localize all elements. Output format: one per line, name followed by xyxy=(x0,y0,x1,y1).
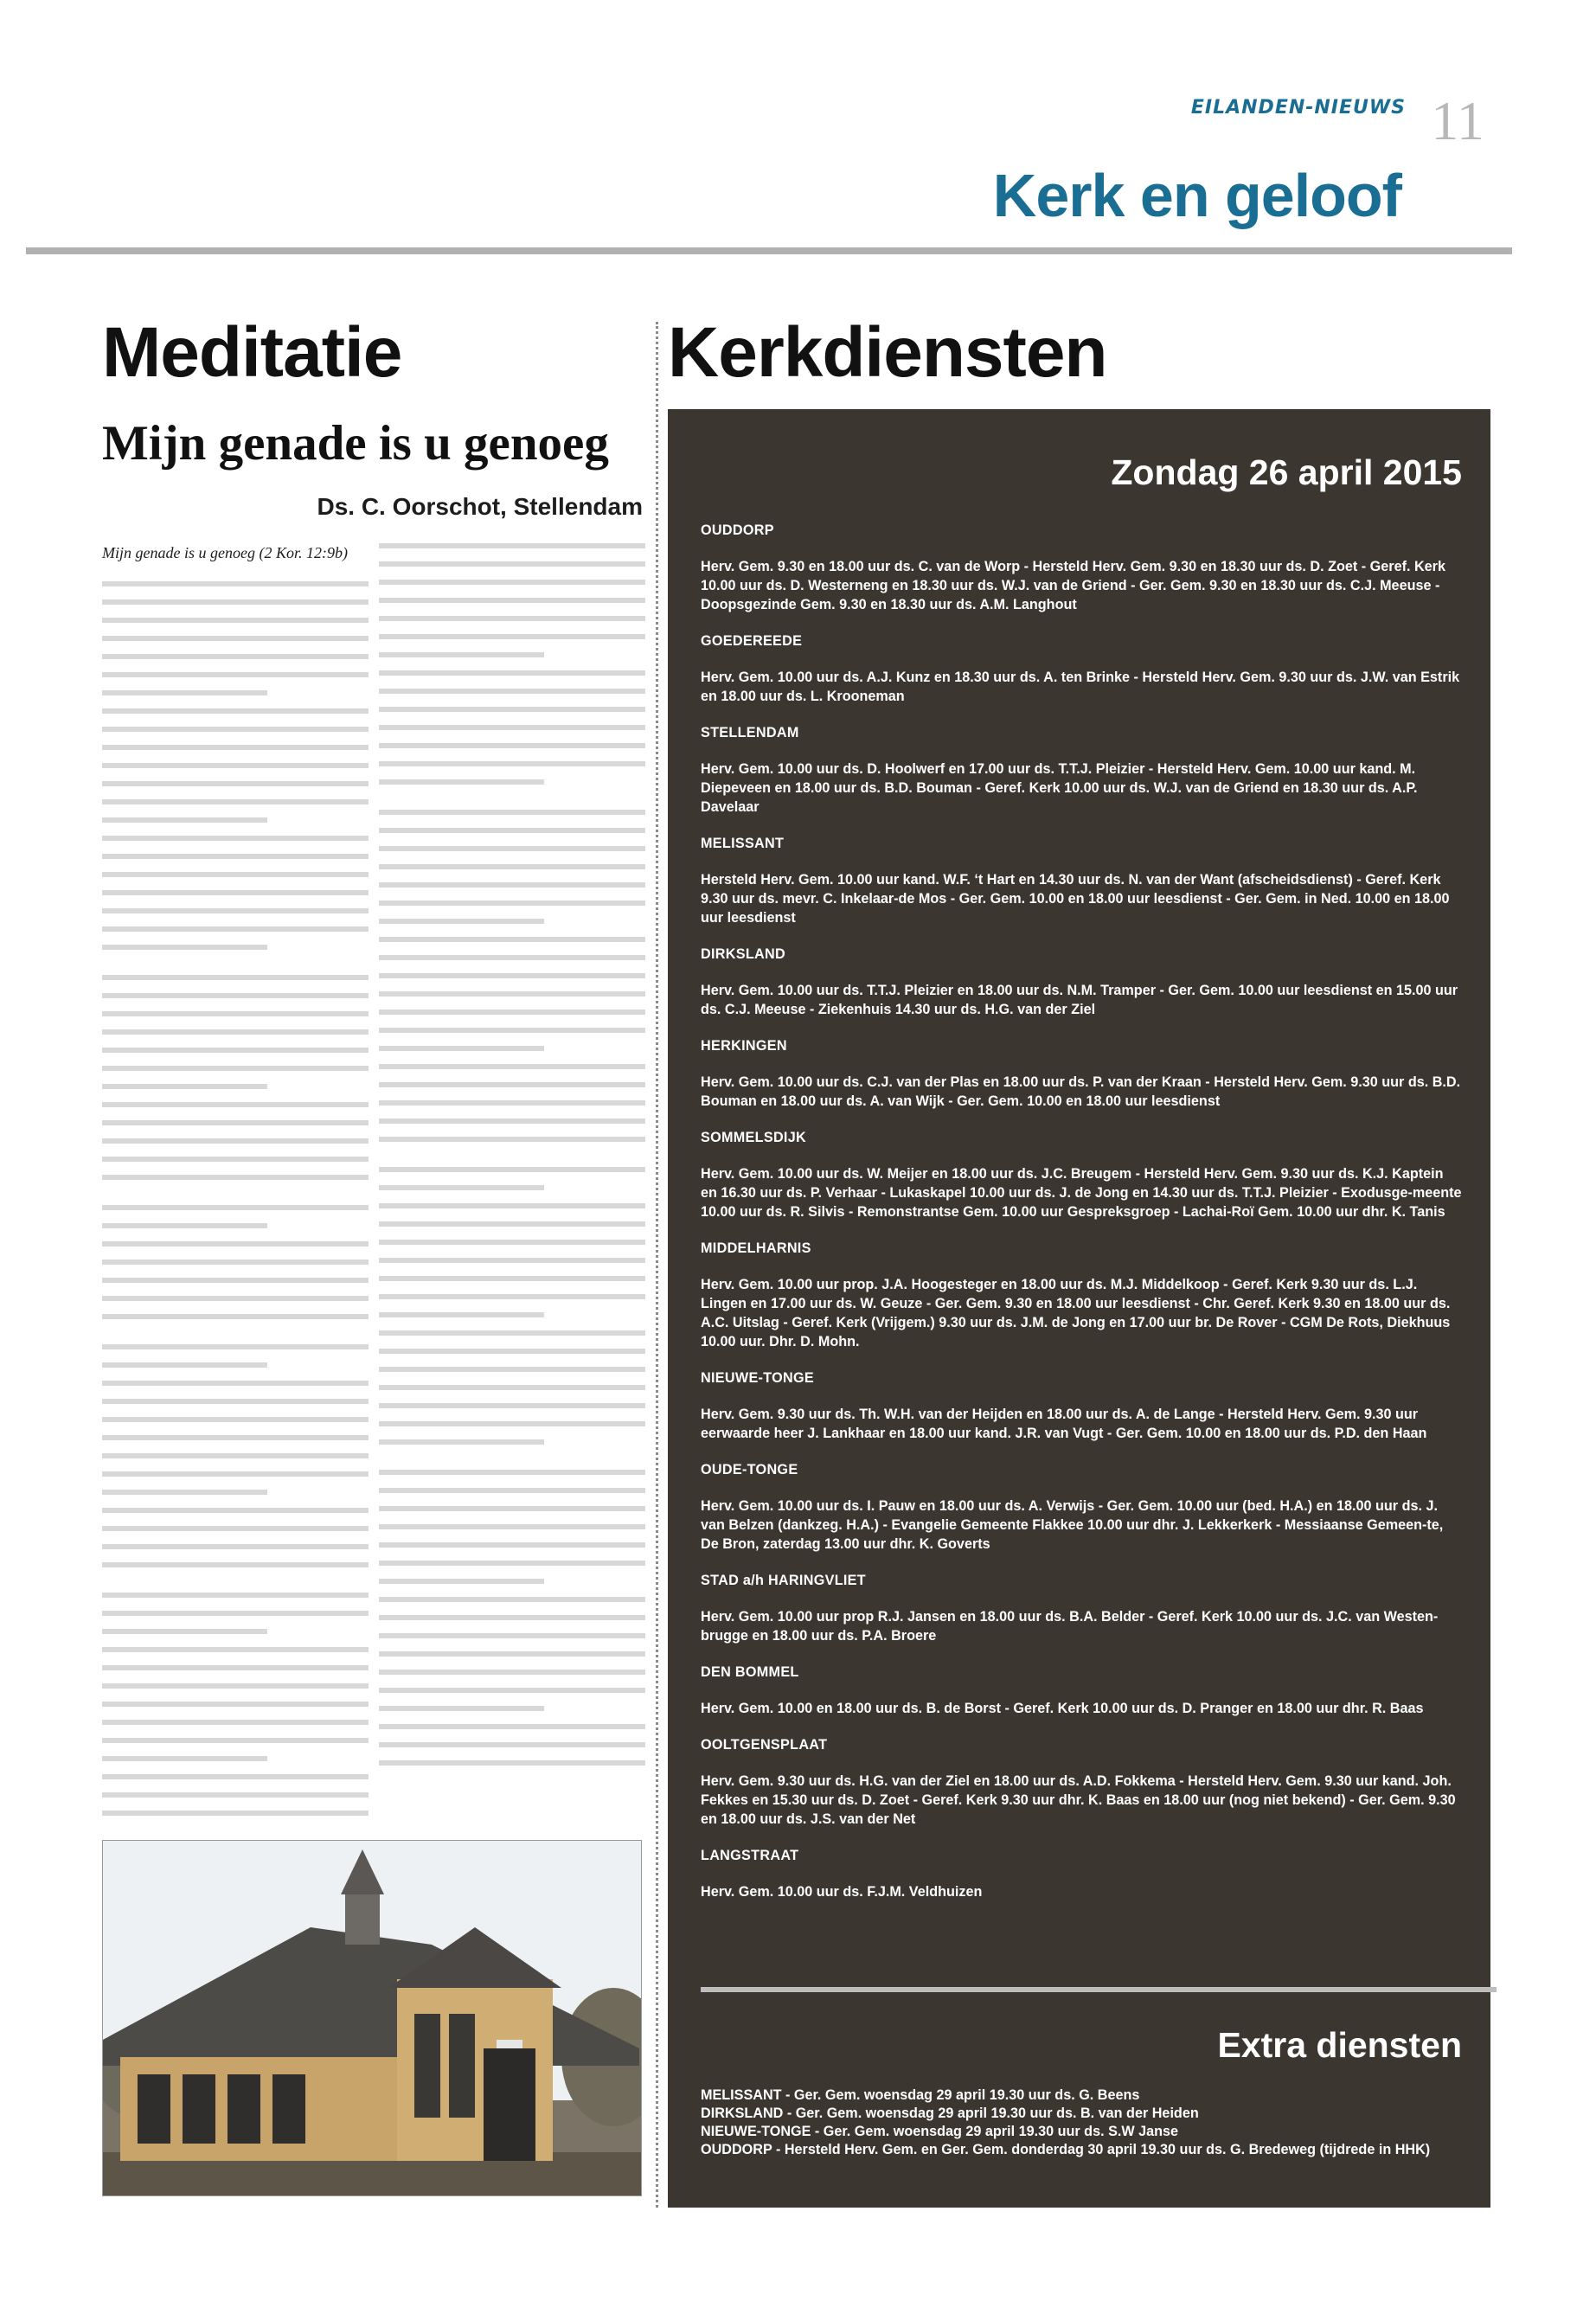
town-services: Herv. Gem. 10.00 uur ds. I. Pauw en 18.00 uur ds. A. Verwijs - Ger. Gem. 10.00 uur (bed. H.A.) en 18.00 uur ds. J. van Belzen (dankzeg. H.A.) - Evangelie Gemeente Flakkee 10.00 uur dhr. J. Lekkerkerk - Messiaanse Gemeen-te, De Bron, zaterdag 13.00 uur dhr. K. Goverts xyxy=(701,1498,1444,1552)
meditation-heading: Meditatie xyxy=(102,313,402,392)
paragraph-gap xyxy=(102,1332,369,1344)
town-name: HERKINGEN xyxy=(701,1038,787,1054)
text-line xyxy=(379,1651,645,1657)
text-line xyxy=(102,1399,369,1404)
text-line xyxy=(102,727,369,732)
text-line xyxy=(102,781,369,786)
town-name: DEN BOMMEL xyxy=(701,1664,799,1680)
text-line xyxy=(379,670,645,676)
text-line xyxy=(379,634,645,639)
text-line xyxy=(102,672,369,677)
town-name: NIEUWE-TONGE xyxy=(701,1370,815,1386)
extra-service-item: NIEUWE-TONGE - Ger. Gem. woensdag 29 april 19.30 uur ds. S.W Janse xyxy=(701,2124,1179,2139)
text-line xyxy=(379,743,645,748)
town-name: OUDE-TONGE xyxy=(701,1462,798,1477)
text-line xyxy=(102,1508,369,1513)
text-line xyxy=(379,955,645,960)
text-line xyxy=(102,1048,369,1053)
town-services: Herv. Gem. 10.00 en 18.00 uur ds. B. de Borst - Geref. Kerk 10.00 uur ds. D. Pranger en 18.00 uur dhr. R. Baas xyxy=(701,1701,1424,1716)
text-line xyxy=(379,1028,645,1033)
text-line xyxy=(379,1240,645,1245)
services-list xyxy=(701,521,1462,1919)
text-line xyxy=(102,1278,369,1283)
town-services: Herv. Gem. 10.00 uur ds. C.J. van der Plas en 18.00 uur ds. P. van der Kraan - Hersteld Herv. Gem. 9.30 uur ds. B.D. Bouman en 18.00 uur ds. A. van Wijk - Ger. Gem. 10.00 en 18.00 uur leesdienst xyxy=(701,1074,1461,1109)
text-line xyxy=(379,919,544,924)
town-services: Herv. Gem. 10.00 uur prop. J.A. Hoogesteger en 18.00 uur ds. M.J. Middelkoop - Geref. Kerk 9.30 uur ds. L.J. Lingen en 17.00 uur ds. W. Geuze - Ger. Gem. 9.30 en 18.00 uur leesdienst - Chr. Geref. Kerk 9.30 en 18.00 uur ds. A.C. Uitslag - Geref. Kerk (Vrijgem.) 9.30 uur ds. J.M. de Jong en 17.00 uur br. De Rover - CGM De Rots, Diekhuus 10.00 uur. Dhr. D. Mohn. xyxy=(701,1277,1451,1349)
text-line xyxy=(379,1137,645,1142)
text-line xyxy=(102,1490,267,1495)
text-line xyxy=(379,1561,645,1566)
text-line xyxy=(379,1597,645,1602)
town-block xyxy=(701,1128,1462,1221)
town-block xyxy=(701,521,1462,614)
text-line xyxy=(102,1223,267,1228)
text-line xyxy=(379,1009,645,1015)
text-line xyxy=(102,1435,369,1440)
paragraph-gap xyxy=(379,1458,645,1470)
meditation-lead: Mijn genade is u genoeg (2 Kor. 12:9b) xyxy=(102,544,348,561)
town-services: Herv. Gem. 10.00 uur prop R.J. Jansen en 18.00 uur ds. B.A. Belder - Geref. Kerk 10.00 uur ds. J.C. van Westen-brugge en 18.00 uur ds. P.A. Broere xyxy=(701,1609,1439,1644)
text-line xyxy=(102,1544,369,1549)
text-line xyxy=(379,616,645,621)
text-line xyxy=(102,799,369,804)
meditation-author: Ds. C. Oorschot, Stellendam xyxy=(317,493,643,520)
text-line xyxy=(102,1665,369,1670)
text-line xyxy=(379,1167,645,1172)
text-line xyxy=(102,1138,369,1144)
text-line xyxy=(379,1579,544,1584)
text-line xyxy=(379,1367,645,1372)
town-block xyxy=(701,1239,1462,1351)
text-line xyxy=(102,1344,369,1349)
text-line xyxy=(102,1756,267,1761)
paragraph-gap xyxy=(379,798,645,810)
town-block xyxy=(701,1460,1462,1554)
text-line xyxy=(379,1724,645,1729)
text-line xyxy=(379,1330,645,1336)
text-line xyxy=(102,1526,369,1531)
text-line xyxy=(102,1792,369,1798)
text-line xyxy=(102,1381,369,1386)
text-line xyxy=(379,1403,645,1408)
text-line xyxy=(102,1259,369,1265)
text-line xyxy=(379,828,645,833)
town-name: MIDDELHARNIS xyxy=(701,1240,811,1256)
text-line xyxy=(379,1221,645,1227)
text-line xyxy=(379,1276,645,1281)
text-line xyxy=(379,1185,544,1190)
text-line xyxy=(379,1742,645,1747)
paragraph-gap xyxy=(102,963,369,975)
text-line xyxy=(379,973,645,978)
town-services: Hersteld Herv. Gem. 10.00 uur kand. W.F. ‘t Hart en 14.30 uur ds. N. van der Want (afscheidsdienst) - Geref. Kerk 9.30 uur ds. mevr. C. Inkelaar-de Mos - Ger. Gem. 10.00 en 18.00 uur leesdienst - Ger. Gem. in Ned. 10.00 en 18.00 uur leesdienst xyxy=(701,872,1450,926)
text-line xyxy=(102,654,369,659)
text-line xyxy=(379,689,645,694)
text-line xyxy=(102,1720,369,1725)
text-line xyxy=(379,779,544,785)
extra-service-item: DIRKSLAND - Ger. Gem. woensdag 29 april 19.30 uur ds. B. van der Heiden xyxy=(701,2106,1199,2121)
town-block xyxy=(701,723,1462,817)
text-line xyxy=(379,991,645,997)
text-line xyxy=(379,1118,645,1124)
text-line xyxy=(102,763,369,768)
text-line xyxy=(379,1524,645,1529)
town-services: Herv. Gem. 10.00 uur ds. A.J. Kunz en 18.30 uur ds. A. ten Brinke - Hersteld Herv. Gem. 9.30 uur ds. J.W. van Estrik en 18.00 uur ds. L. Krooneman xyxy=(701,670,1460,704)
text-line xyxy=(102,1084,267,1089)
text-line xyxy=(102,1241,369,1247)
town-block xyxy=(701,1735,1462,1829)
extra-services-heading: Extra diensten xyxy=(1217,2025,1462,2065)
text-line xyxy=(102,1774,369,1779)
text-line xyxy=(379,598,645,603)
town-services: Herv. Gem. 9.30 uur ds. H.G. van der Ziel en 18.00 uur ds. A.D. Fokkema - Hersteld Herv. Gem. 9.30 uur kand. Joh. Fekkes en 15.30 uur ds. D. Zoet - Geref. Kerk 9.30 uur dhr. K. Baas en 18.00 uur (nog niet bekend) - Ger. Gem. 9.30 en 18.00 uur ds. J.S. van der Net xyxy=(701,1773,1456,1827)
text-line xyxy=(102,1296,369,1301)
text-line xyxy=(102,1066,369,1071)
text-line xyxy=(102,993,369,998)
text-line xyxy=(102,926,369,932)
text-line xyxy=(379,1258,645,1263)
text-line xyxy=(379,1203,645,1208)
town-name: STELLENDAM xyxy=(701,725,799,740)
town-services: Herv. Gem. 9.30 uur ds. Th. W.H. van der Heijden en 18.00 uur ds. A. de Lange - Hersteld Herv. Gem. 9.30 uur eerwaarde heer J. Lankhaar en 18.00 uur kand. J.R. van Vugt - Ger. Gem. 10.00 en 18.00 uur ds. P.D. den Haan xyxy=(701,1407,1427,1441)
text-line xyxy=(379,864,645,869)
text-line xyxy=(379,1349,645,1354)
text-line xyxy=(379,561,645,567)
text-line xyxy=(379,1064,645,1069)
town-services: Herv. Gem. 10.00 uur ds. T.T.J. Pleizier en 18.00 uur ds. N.M. Tramper - Ger. Gem. 10.00 uur leesdienst en 15.00 uur ds. C.J. Meeuse - Ziekenhuis 14.30 uur ds. H.G. van der Ziel xyxy=(701,983,1458,1017)
town-name: OUDDORP xyxy=(701,522,774,538)
text-line xyxy=(379,1670,645,1675)
text-line xyxy=(379,580,645,585)
text-line xyxy=(379,1294,645,1299)
town-name: DIRKSLAND xyxy=(701,946,786,962)
body-text-placeholder xyxy=(102,581,369,1816)
text-line xyxy=(102,908,369,913)
text-line xyxy=(102,1593,369,1598)
meditation-column-1 xyxy=(102,543,369,1798)
text-line xyxy=(379,1439,544,1445)
town-block xyxy=(701,1846,1462,1901)
text-line xyxy=(102,745,369,750)
town-services: Herv. Gem. 10.00 uur ds. F.J.M. Veldhuizen xyxy=(701,1884,983,1900)
town-name: OOLTGENSPLAAT xyxy=(701,1737,828,1753)
text-line xyxy=(379,810,645,815)
text-line xyxy=(102,872,369,877)
text-line xyxy=(102,890,369,895)
text-line xyxy=(379,707,645,712)
extra-service-item: OUDDORP - Hersteld Herv. Gem. en Ger. Gem. donderdag 30 april 19.30 uur ds. G. Bredeweg (tijdrede in HHK) xyxy=(701,2142,1431,2157)
text-line xyxy=(102,1362,267,1368)
town-services: Herv. Gem. 9.30 en 18.00 uur ds. C. van de Worp - Hersteld Herv. Gem. 9.30 en 18.30 uur ds. D. Zoet - Geref. Kerk 10.00 uur ds. D. Westerneng en 18.30 uur ds. W.J. van de Griend - Ger. Gem. 9.30 en 18.30 uur ds. C.J. Meeuse - Doopsgezinde Gem. 9.30 en 18.30 uur ds. A.M. Langhout xyxy=(701,559,1445,612)
text-line xyxy=(379,543,645,548)
town-name: GOEDEREEDE xyxy=(701,633,803,649)
town-block xyxy=(701,945,1462,1019)
text-line xyxy=(102,1562,369,1567)
text-line xyxy=(379,1100,645,1106)
text-line xyxy=(102,690,267,695)
text-line xyxy=(102,599,369,605)
header-rule xyxy=(26,247,1512,254)
text-line xyxy=(102,618,369,623)
text-line xyxy=(379,1760,645,1766)
text-line xyxy=(379,761,645,766)
text-line xyxy=(102,1011,369,1016)
town-name: LANGSTRAAT xyxy=(701,1848,799,1863)
text-line xyxy=(102,1811,369,1816)
church-photo xyxy=(102,1840,642,2196)
text-line xyxy=(102,854,369,859)
text-line xyxy=(102,1157,369,1162)
text-line xyxy=(102,817,267,823)
text-line xyxy=(379,1542,645,1548)
text-line xyxy=(379,1615,645,1620)
section-title: Kerk en geloof xyxy=(992,162,1401,229)
column-divider xyxy=(656,322,658,2208)
panel-rule xyxy=(701,1987,1497,1992)
text-line xyxy=(102,1175,369,1180)
town-name: STAD a/h HARINGVLIET xyxy=(701,1573,866,1588)
town-block xyxy=(701,834,1462,927)
text-line xyxy=(379,1633,645,1638)
meditation-title: Mijn genade is u genoeg xyxy=(102,416,609,471)
text-line xyxy=(102,1471,369,1477)
newspaper-brand: EILANDEN-NIEUWS xyxy=(1190,97,1406,119)
page-number: 11 xyxy=(1431,90,1484,151)
text-line xyxy=(379,1470,645,1475)
town-block xyxy=(701,1663,1462,1718)
text-line xyxy=(102,1647,369,1652)
paragraph-gap xyxy=(102,1193,369,1205)
town-block xyxy=(701,1036,1462,1111)
town-services: Herv. Gem. 10.00 uur ds. D. Hoolwerf en 17.00 uur ds. T.T.J. Pleizier - Hersteld Herv. Gem. 10.00 uur kand. M. Diepeveen en 18.00 uur ds. B.D. Bouman - Geref. Kerk 10.00 uur ds. W.J. van de Griend en 18.30 uur ds. A.P. Davelaar xyxy=(701,761,1418,815)
text-line xyxy=(102,945,267,950)
text-line xyxy=(102,1102,369,1107)
text-line xyxy=(102,1120,369,1125)
town-block xyxy=(701,631,1462,706)
text-line xyxy=(379,846,645,851)
text-line xyxy=(102,1205,369,1210)
text-line xyxy=(379,1506,645,1511)
text-line xyxy=(102,836,369,841)
town-services: Herv. Gem. 10.00 uur ds. W. Meijer en 18.00 uur ds. J.C. Breugem - Hersteld Herv. Gem. 9.30 uur ds. K.J. Kaptein en 16.30 uur ds. P. Verhaar - Lukaskapel 10.00 uur ds. J. de Jong en 14.30 uur ds. T.T.J. Pleizier - Exodusge-meente 10.00 uur ds. R. Silvis - Remonstrantse Gem. 10.00 uur Gespreksgroep - Lachai-Roï Gem. 10.00 uur dhr. K. Tanis xyxy=(701,1166,1462,1220)
text-line xyxy=(102,1029,369,1035)
town-name: MELISSANT xyxy=(701,836,785,851)
text-line xyxy=(102,1683,369,1689)
text-line xyxy=(379,1385,645,1390)
text-line xyxy=(102,1629,267,1634)
town-name: SOMMELSDIJK xyxy=(701,1130,807,1145)
text-line xyxy=(379,1421,645,1426)
text-line xyxy=(379,1082,645,1087)
services-date: Zondag 26 april 2015 xyxy=(1111,452,1462,492)
town-block xyxy=(701,1571,1462,1645)
paragraph-gap xyxy=(102,1580,369,1593)
services-heading: Kerkdiensten xyxy=(668,313,1107,392)
meditation-column-2 xyxy=(379,543,645,1798)
text-line xyxy=(379,1688,645,1693)
text-line xyxy=(102,975,369,980)
text-line xyxy=(102,636,369,641)
text-line xyxy=(102,581,369,586)
text-line xyxy=(379,901,645,906)
extra-service-item: MELISSANT - Ger. Gem. woensdag 29 april 19.30 uur ds. G. Beens xyxy=(701,2087,1140,2103)
text-line xyxy=(379,882,645,888)
text-line xyxy=(379,1488,645,1493)
church-illustration xyxy=(103,1841,641,2195)
text-line xyxy=(379,1046,544,1051)
text-line xyxy=(102,1611,369,1616)
text-line xyxy=(102,708,369,714)
text-line xyxy=(379,937,645,942)
body-text-placeholder xyxy=(379,543,645,1766)
text-line xyxy=(102,1453,369,1458)
text-line xyxy=(102,1738,369,1743)
text-line xyxy=(379,652,544,657)
text-line xyxy=(102,1314,369,1319)
paragraph-gap xyxy=(379,1155,645,1167)
text-line xyxy=(102,1417,369,1422)
text-line xyxy=(379,1706,544,1711)
extra-services-list xyxy=(701,2086,1479,2159)
town-block xyxy=(701,1368,1462,1443)
text-line xyxy=(379,725,645,730)
text-line xyxy=(379,1312,544,1317)
text-line xyxy=(102,1702,369,1707)
